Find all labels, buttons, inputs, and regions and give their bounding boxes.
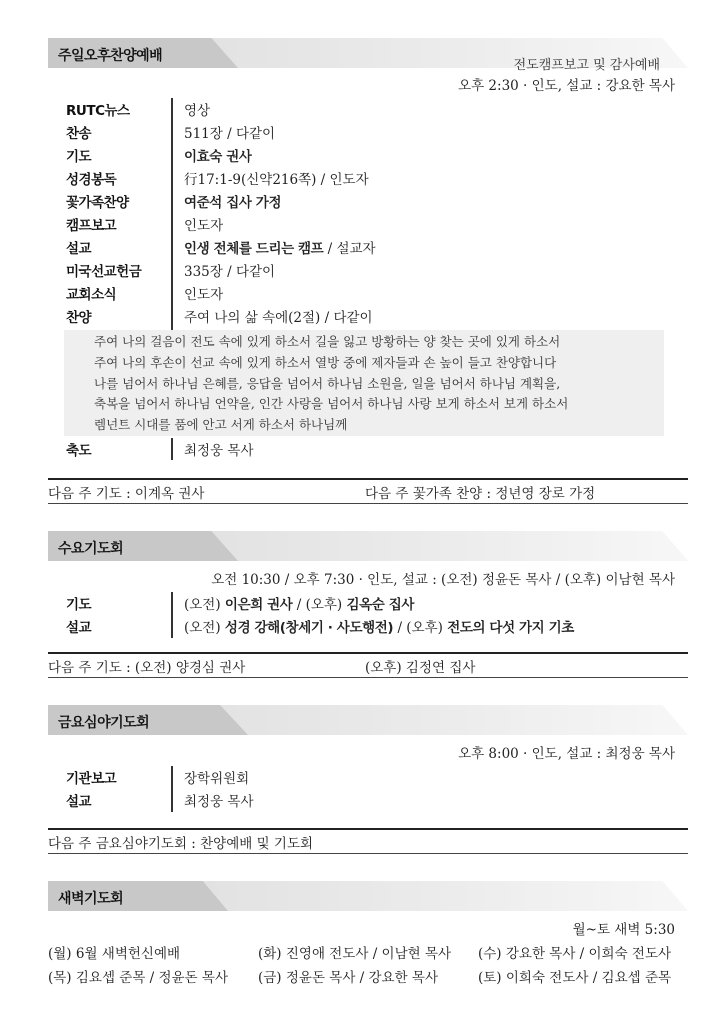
row-label: 설교 [66, 241, 92, 257]
schedule-item: (토) 이희숙 전도사 / 김요셉 준목 [478, 970, 672, 986]
hymn-lyrics [64, 330, 664, 436]
row-label: 설교 [66, 620, 92, 636]
section-title: 금요심야기도회 [58, 715, 150, 731]
order-row [66, 236, 376, 258]
next-week-prayer: 다음 주 기도 : 이계옥 권사 [48, 486, 205, 502]
order-row [66, 144, 252, 166]
row-value: 行17:1-9(신약216쪽) / 인도자 [184, 172, 369, 188]
row-value: 이효숙 권사 [184, 149, 252, 165]
pm-prayer: 김옥순 집사 [346, 597, 414, 613]
row-value [172, 593, 414, 613]
section-subtitle: 전도캠프보고 및 감사예배 [513, 58, 660, 73]
am-prayer: 이은희 권사 [224, 597, 293, 613]
pm-prefix: / (오후) [292, 597, 347, 613]
order-row [66, 259, 275, 281]
section-title: 새벽기도회 [58, 891, 124, 907]
row-label: 꽃가족찬양 [66, 195, 129, 211]
row-value: 인도자 [184, 287, 224, 303]
am-sermon: 성경 강해(창세기 · 사도행전) [224, 620, 394, 636]
order-row-benediction [66, 438, 254, 460]
service-info: 월~토 새벽 5:30 [572, 922, 675, 938]
order-row [66, 282, 223, 304]
section-title: 주일오후찬양예배 [58, 48, 163, 64]
row-label: 교회소식 [66, 287, 117, 303]
divider [48, 853, 688, 854]
schedule-item: (수) 강요한 목사 / 이희숙 전도사 [478, 946, 672, 962]
schedule-item: (금) 정윤돈 목사 / 강요한 목사 [258, 970, 438, 986]
next-week-am: 다음 주 기도 : (오전) 양경심 권사 [48, 660, 246, 676]
order-row [66, 167, 369, 189]
am-prefix: (오전) [184, 597, 225, 613]
order-row [66, 305, 373, 327]
row-label: 기도 [66, 597, 92, 613]
row-label: 캠프보고 [66, 218, 117, 234]
row-value [172, 237, 376, 257]
pm-sermon: 전도의 다섯 가지 기초 [447, 620, 574, 636]
row-label: RUTC뉴스 [66, 103, 130, 119]
row-value: 511장 / 다같이 [184, 126, 276, 142]
divider [48, 478, 688, 480]
row-label: 성경봉독 [66, 172, 117, 188]
row-value: 최정웅 목사 [184, 443, 254, 459]
schedule-item: (화) 진영애 전도사 / 이남현 목사 [258, 946, 452, 962]
row-value: 인도자 [184, 218, 224, 234]
schedule-item: (월) 6월 새벽헌신예배 [48, 946, 181, 962]
divider [48, 828, 688, 830]
service-info: 오전 10:30 / 오후 7:30 · 인도, 설교 : (오전) 정윤돈 목사 / (오후) 이남현 목사 [211, 572, 675, 588]
lyrics-line: 주여 나의 후손이 선교 속에 있게 하소서 열방 중에 제자들과 손 높이 들고 찬양합니다 [94, 354, 557, 370]
lyrics-line: 나를 넘어서 하나님 은혜를, 응답을 넘어서 하나님 소원을, 일을 넘어서 하나님 계획을, [94, 375, 561, 391]
lyrics-line: 축복을 넘어서 하나님 언약을, 인간 사랑을 넘어서 하나님 사랑 보게 하소서 보게 하소서 [94, 396, 569, 412]
order-row [66, 592, 414, 614]
row-value: 장학위원회 [184, 771, 250, 787]
lyrics-line: 렘넌트 시대를 품에 안고 서게 하소서 하나님께 [94, 417, 348, 433]
row-value [172, 616, 574, 636]
row-label: 설교 [66, 794, 92, 810]
order-row [66, 789, 254, 811]
next-week-pm: (오후) 김정연 집사 [365, 660, 476, 676]
section-header-dawn [48, 881, 688, 911]
row-label: 기도 [66, 149, 92, 165]
section-header-wednesday [48, 531, 688, 561]
row-label: 찬송 [66, 126, 92, 142]
schedule-item: (목) 김요셉 준목 / 정윤돈 목사 [48, 970, 228, 986]
pm-prefix: / (오후) [393, 620, 448, 636]
row-label: 기관보고 [66, 771, 117, 787]
lyrics-line: 주여 나의 걸음이 전도 속에 있게 하소서 길을 잃고 방황하는 양 찾는 곳에 있게 하소서 [94, 334, 561, 349]
section-header-sunday [48, 38, 688, 73]
order-row [66, 98, 210, 120]
order-row [66, 615, 574, 637]
row-label: 미국선교헌금 [66, 264, 142, 280]
section-title: 수요기도회 [58, 541, 124, 557]
am-prefix: (오전) [184, 620, 225, 636]
order-row [66, 190, 281, 212]
divider [48, 503, 688, 504]
next-week-flower: 다음 주 꽃가족 찬양 : 정년영 장로 가정 [365, 486, 596, 502]
divider [48, 677, 688, 678]
row-value: 영상 [184, 103, 211, 119]
divider [48, 652, 688, 654]
next-week-friday: 다음 주 금요심야기도회 : 찬양예배 및 기도회 [48, 836, 314, 852]
row-value: 여준석 집사 가정 [184, 195, 282, 211]
sermon-title: 인생 전체를 드리는 캠프 [184, 241, 324, 257]
row-label: 찬양 [66, 310, 92, 326]
order-row [66, 213, 223, 235]
row-value: 335장 / 다같이 [184, 264, 276, 280]
row-value: 주여 나의 삶 속에(2절) / 다같이 [184, 310, 373, 326]
row-label: 축도 [66, 443, 92, 459]
section-header-friday [48, 705, 688, 735]
order-row [66, 766, 249, 788]
service-info: 오후 2:30 · 인도, 설교 : 강요한 목사 [458, 78, 675, 94]
order-row [66, 121, 275, 143]
sermon-preacher: / 설교자 [323, 241, 376, 257]
service-info: 오후 8:00 · 인도, 설교 : 최정웅 목사 [458, 746, 675, 762]
row-value: 최정웅 목사 [184, 794, 254, 810]
